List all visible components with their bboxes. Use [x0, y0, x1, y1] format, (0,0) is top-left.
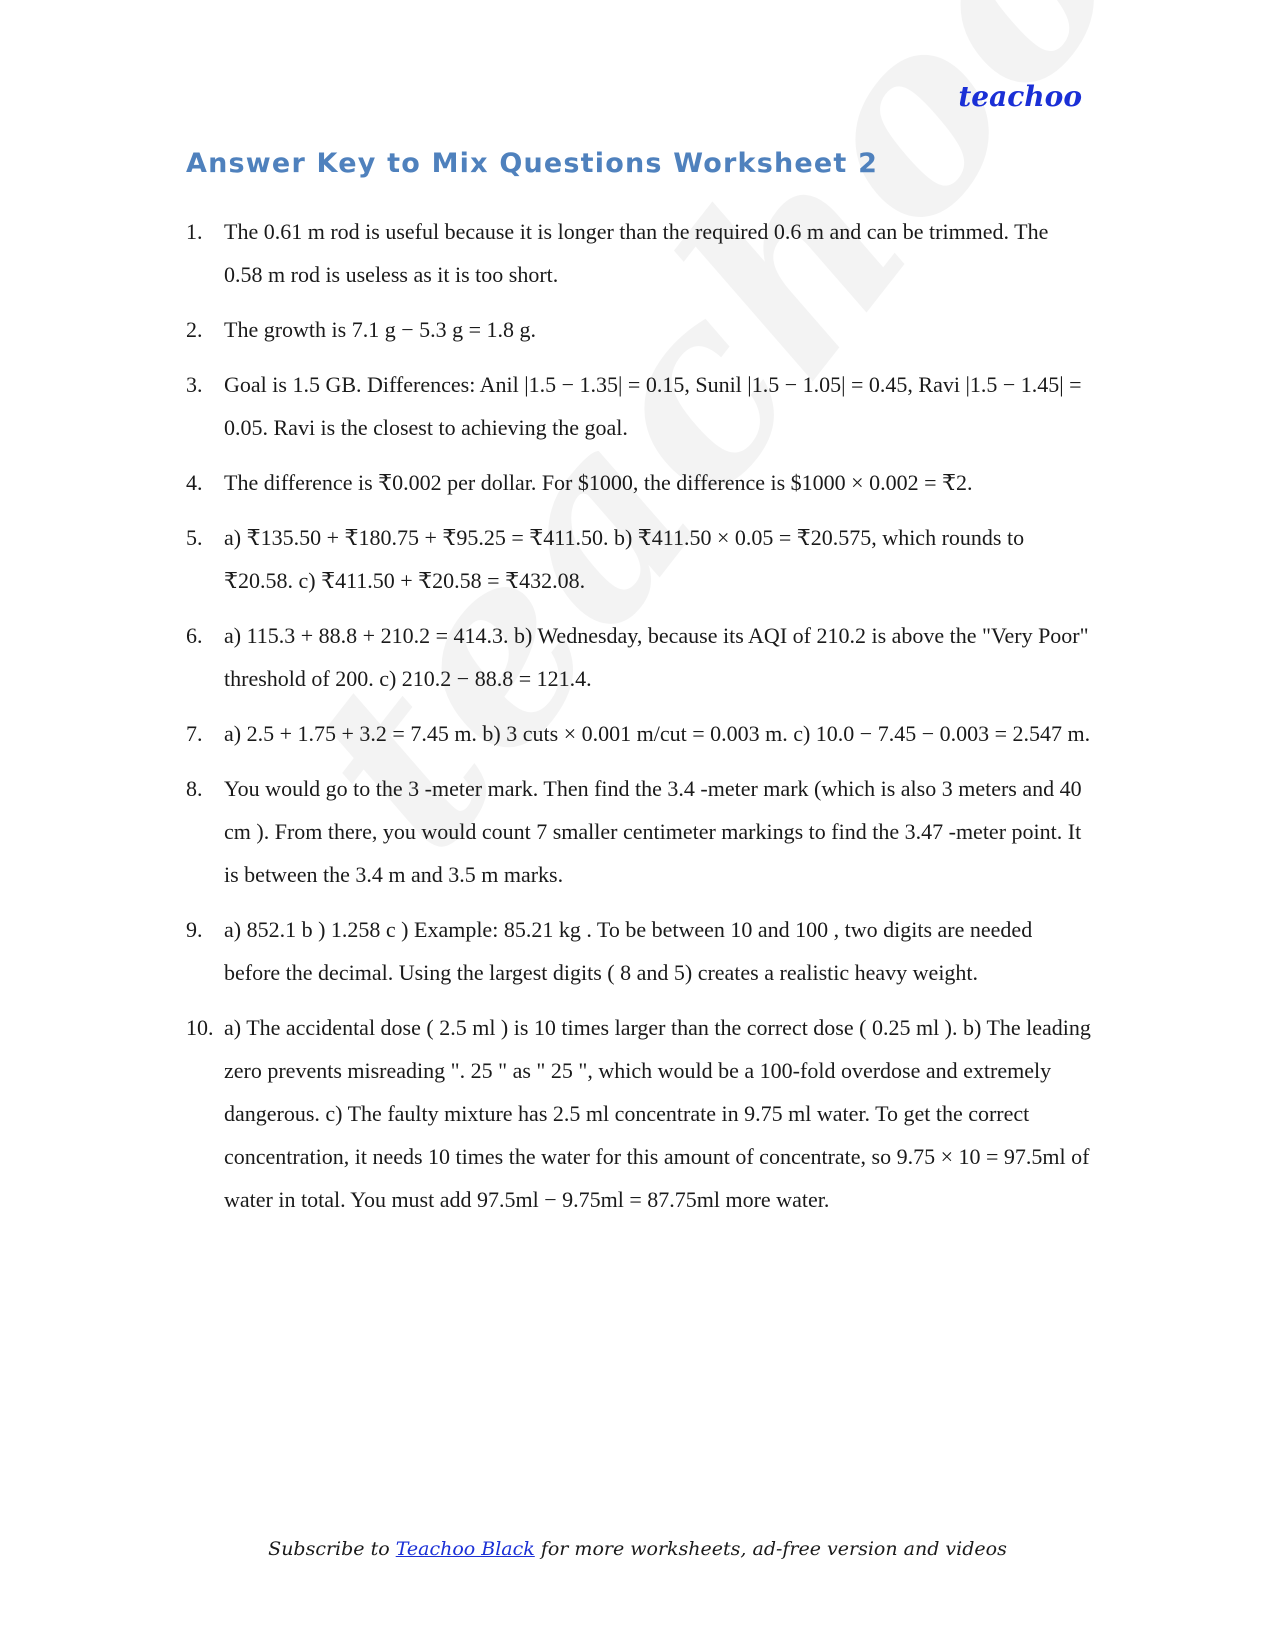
footer-prefix: Subscribe to	[268, 1538, 396, 1560]
answer-number: 8.	[186, 776, 203, 801]
answer-number: 3.	[186, 372, 203, 397]
footer-suffix: for more worksheets, ad-free version and videos	[534, 1538, 1007, 1560]
answer-number: 6.	[186, 623, 203, 648]
answer-item	[186, 210, 1091, 296]
answer-text: The difference is ₹0.002 per dollar. For $1000, the difference is $1000 × 0.002 = ₹2.	[224, 470, 973, 495]
answer-item	[186, 1006, 1091, 1221]
answer-text: You would go to the 3 -meter mark. Then find the 3.4 -meter mark (which is also 3 meters and 40 cm ). From there, you would count 7 smaller centimeter markings to find the 3.47 -meter point. It is between the 3.4 m and 3.5 m marks.	[224, 776, 1082, 887]
answer-text: a) 2.5 + 1.75 + 3.2 = 7.45 m. b) 3 cuts × 0.001 m/cut = 0.003 m. c) 10.0 − 7.45 − 0.003 = 2.547 m.	[224, 721, 1091, 746]
answer-item	[186, 516, 1091, 602]
answer-number: 10.	[186, 1015, 214, 1040]
answer-item	[186, 767, 1091, 896]
answer-text: Goal is 1.5 GB. Differences: Anil |1.5 − 1.35| = 0.15, Sunil |1.5 − 1.05| = 0.45, Ravi |1.5 − 1.45| = 0.05. Ravi is the closest to achieving the goal.	[224, 372, 1082, 440]
answer-number: 7.	[186, 721, 203, 746]
answer-text: The growth is 7.1 g − 5.3 g = 1.8 g.	[224, 317, 537, 342]
answer-text: The 0.61 m rod is useful because it is longer than the required 0.6 m and can be trimmed. The 0.58 m rod is useless as it is too short.	[224, 219, 1049, 287]
answer-list	[186, 210, 1091, 1233]
teachoo-black-link[interactable]: Teachoo Black	[395, 1538, 535, 1560]
answer-number: 5.	[186, 525, 203, 550]
answer-number: 9.	[186, 917, 203, 942]
answer-number: 1.	[186, 219, 203, 244]
answer-item	[186, 363, 1091, 449]
answer-text: a) ₹135.50 + ₹180.75 + ₹95.25 = ₹411.50. b) ₹411.50 × 0.05 = ₹20.575, which rounds to ₹20.58. c) ₹411.50 + ₹20.58 = ₹432.08.	[224, 525, 1025, 593]
answer-item	[186, 308, 1091, 351]
answer-number: 4.	[186, 470, 203, 495]
answer-text: a) The accidental dose ( 2.5 ml ) is 10 times larger than the correct dose ( 0.25 ml ). b) The leading zero prevents misreading ". 25 " as " 25 ", which would be a 100-fold overdose and extremely dangerous. c) The faulty mixture has 2.5 ml concentrate in 9.75 ml water. To get the correct concentration, it needs 10 times the water for this amount of concentrate, so 9.75 × 10 = 97.5ml of water in total. You must add 97.5ml − 9.75ml = 87.75ml more water.	[224, 1015, 1091, 1212]
answer-number: 2.	[186, 317, 203, 342]
answer-item	[186, 461, 1091, 504]
answer-item	[186, 712, 1091, 755]
brand-logo: teachoo	[958, 80, 1082, 113]
answer-item	[186, 614, 1091, 700]
footer	[0, 1538, 1275, 1560]
page-title: Answer Key to Mix Questions Worksheet 2	[186, 148, 879, 179]
answer-item	[186, 908, 1091, 994]
answer-text: a) 852.1 b ) 1.258 c ) Example: 85.21 kg . To be between 10 and 100 , two digits are needed before the decimal. Using the largest digits ( 8 and 5) creates a realistic heavy weight.	[224, 917, 1033, 985]
answer-text: a) 115.3 + 88.8 + 210.2 = 414.3. b) Wednesday, because its AQI of 210.2 is above the "Very Poor" threshold of 200. c) 210.2 − 88.8 = 121.4.	[224, 623, 1089, 691]
